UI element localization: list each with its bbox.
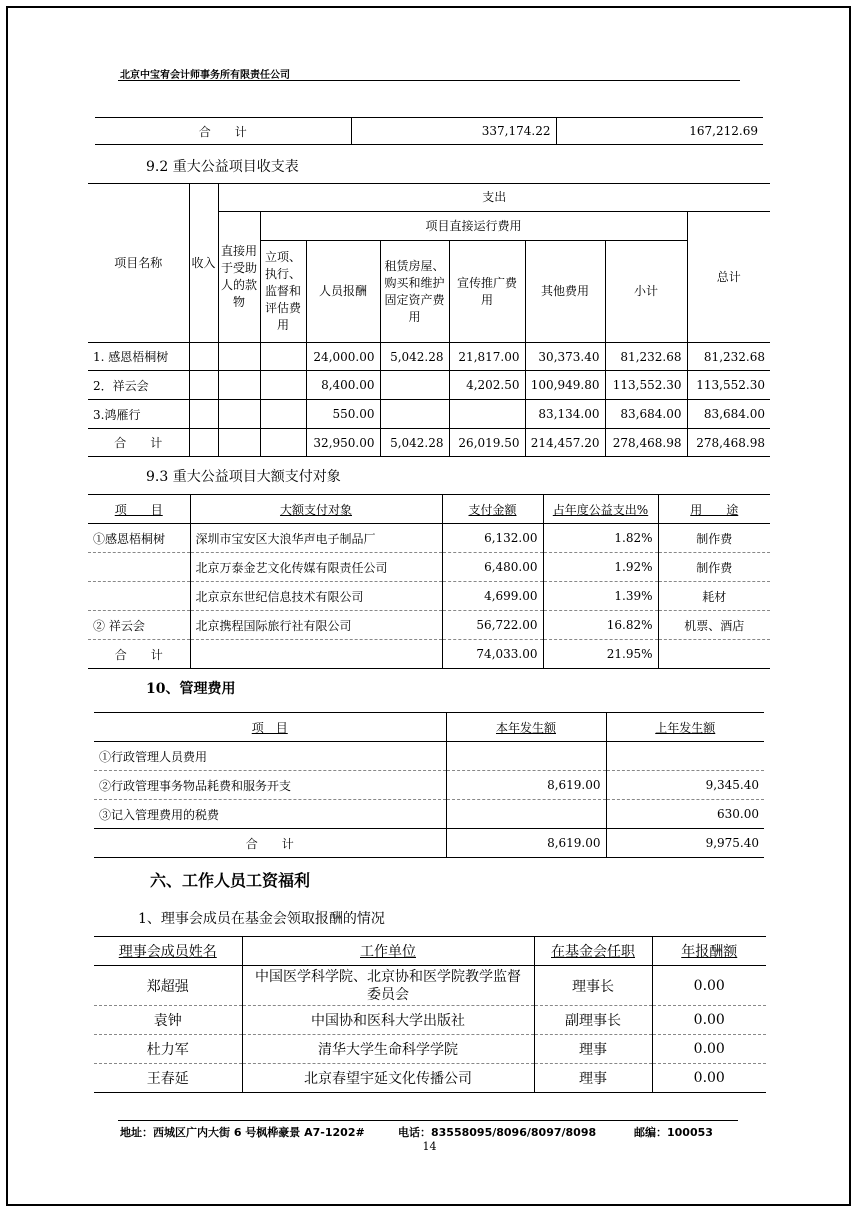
cell-pay: 0.00 — [652, 1035, 766, 1064]
cell-rent: 5,042.28 — [380, 343, 449, 371]
table-row — [95, 118, 763, 145]
cell-unit: 北京春望宇延文化传播公司 — [242, 1064, 534, 1093]
cell-pay: 0.00 — [652, 1064, 766, 1093]
cell-percent: 21.95% — [543, 640, 658, 669]
section-9-2-title: 9.2 重大公益项目收支表 — [146, 159, 299, 175]
section-10-title: 10、管理费用 — [146, 681, 236, 697]
table-row-total — [94, 829, 764, 858]
header-income: 收入 — [189, 184, 218, 343]
cell-use — [658, 640, 770, 669]
cell-pay: 0.00 — [652, 1006, 766, 1035]
table-header-row — [88, 495, 770, 524]
cell-percent: 1.92% — [543, 553, 658, 582]
table-header-row — [94, 937, 766, 966]
table-row — [88, 553, 770, 582]
cell-subtotal: 81,232.68 — [605, 343, 687, 371]
large-payment-table — [88, 494, 770, 669]
major-project-table — [88, 183, 770, 457]
cell-item: 合 计 — [114, 647, 163, 662]
header-staff: 人员报酬 — [306, 241, 380, 343]
total-label: 合 计 — [198, 124, 247, 139]
cell-unit: 中国医学科学院、北京协和医学院教学监督委员会 — [242, 966, 534, 1006]
table-row — [94, 966, 766, 1006]
prev-table-total — [95, 117, 763, 145]
header-item: 项 目 — [88, 495, 190, 524]
cell-item: ①感恩梧桐树 — [88, 524, 190, 553]
cell-role: 副理事长 — [534, 1006, 652, 1035]
cell-other: 214,457.20 — [525, 429, 605, 457]
cell-item: 合 计 — [94, 829, 446, 858]
row-name: 2．祥云会 — [88, 371, 189, 400]
cell-previous — [606, 742, 764, 771]
total-value-2: 167,212.69 — [556, 118, 763, 145]
board-compensation-table — [94, 936, 766, 1093]
cell-total: 81,232.68 — [687, 343, 770, 371]
header-rule — [118, 80, 740, 81]
cell-other: 83,134.00 — [525, 400, 605, 429]
header-approve: 立项、执行、监督和评估费用 — [260, 241, 306, 343]
cell-use: 耗材 — [658, 582, 770, 611]
table-row — [88, 524, 770, 553]
table-header-row — [88, 184, 770, 212]
cell-name: 王春延 — [146, 1071, 189, 1087]
cell-role: 理事 — [534, 1035, 652, 1064]
table-row — [94, 742, 764, 771]
cell-current — [446, 800, 606, 829]
cell-rent: 5,042.28 — [380, 429, 449, 457]
cell-payee: 北京万泰金艺文化传媒有限责任公司 — [190, 553, 442, 582]
cell-item: ③记入管理费用的税费 — [94, 800, 446, 829]
cell-promo: 26,019.50 — [449, 429, 525, 457]
header-project-name: 项目名称 — [88, 184, 189, 343]
cell-item — [88, 553, 190, 582]
table-header-row — [94, 713, 764, 742]
table-row — [94, 800, 764, 829]
header-expense: 支出 — [218, 184, 770, 212]
cell-payee: 北京京东世纪信息技术有限公司 — [190, 582, 442, 611]
header-amount: 支付金额 — [442, 495, 543, 524]
firm-header: 北京中宝宥会计师事务所有限责任公司 — [120, 70, 290, 81]
cell-previous: 630.00 — [606, 800, 764, 829]
cell-subtotal: 278,468.98 — [605, 429, 687, 457]
footer-rule — [118, 1120, 738, 1121]
row-name: 3.鸿雁行 — [88, 400, 189, 429]
table-row — [94, 1035, 766, 1064]
table-row — [88, 343, 770, 371]
cell-use: 制作费 — [658, 553, 770, 582]
cell-amount: 4,699.00 — [442, 582, 543, 611]
section-6-title: 六、工作人员工资福利 — [150, 871, 311, 890]
cell-total: 83,684.00 — [687, 400, 770, 429]
cell-current — [446, 742, 606, 771]
admin-expense-table — [94, 712, 764, 858]
cell-payee — [190, 640, 442, 669]
header-current: 本年发生额 — [446, 713, 606, 742]
cell-staff: 24,000.00 — [306, 343, 380, 371]
header-percent: 占年度公益支出% — [543, 495, 658, 524]
cell-amount: 74,033.00 — [442, 640, 543, 669]
cell-total: 113,552.30 — [687, 371, 770, 400]
cell-item — [88, 582, 190, 611]
cell-current: 8,619.00 — [446, 771, 606, 800]
cell-amount: 56,722.00 — [442, 611, 543, 640]
header-annual-pay: 年报酬额 — [652, 937, 766, 966]
row-name: 1. 感恩梧桐树 — [88, 343, 189, 371]
header-item: 项 目 — [94, 713, 446, 742]
cell-role: 理事 — [534, 1064, 652, 1093]
cell-staff: 8,400.00 — [306, 371, 380, 400]
header-other: 其他费用 — [525, 241, 605, 343]
cell-unit: 清华大学生命科学学院 — [242, 1035, 534, 1064]
cell-unit: 中国协和医科大学出版社 — [242, 1006, 534, 1035]
table-row — [88, 611, 770, 640]
header-use: 用 途 — [658, 495, 770, 524]
header-promo: 宣传推广费用 — [449, 241, 525, 343]
section-6-1-title: 1、理事会成员在基金会领取报酬的情况 — [138, 911, 385, 927]
header-run-cost: 项目直接运行费用 — [260, 212, 687, 241]
cell-item: ①行政管理人员费用 — [94, 742, 446, 771]
cell-name: 袁钟 — [94, 1006, 242, 1035]
table-row-total — [88, 429, 770, 457]
cell-item: ②行政管理事务物品耗费和服务开支 — [94, 771, 446, 800]
table-row — [94, 1064, 766, 1093]
cell-pay: 0.00 — [652, 966, 766, 1006]
cell-total: 278,468.98 — [687, 429, 770, 457]
row-name: 合 计 — [88, 429, 189, 457]
cell-percent: 16.82% — [543, 611, 658, 640]
cell-amount: 6,132.00 — [442, 524, 543, 553]
footer-phone: 电话：83558095/8096/8097/8098 — [398, 1126, 597, 1139]
header-rent: 租赁房屋、购买和维护固定资产费用 — [380, 241, 449, 343]
cell-name: 郑超强 — [94, 966, 242, 1006]
cell-role: 理事长 — [534, 966, 652, 1006]
cell-rent — [380, 400, 449, 429]
cell-previous: 9,345.40 — [606, 771, 764, 800]
header-subtotal: 小计 — [605, 241, 687, 343]
footer-zip: 邮编：100053 — [634, 1126, 713, 1139]
header-total: 总计 — [687, 212, 770, 343]
cell-other: 100,949.80 — [525, 371, 605, 400]
cell-subtotal: 83,684.00 — [605, 400, 687, 429]
header-role: 在基金会任职 — [534, 937, 652, 966]
section-9-3-title: 9.3 重大公益项目大额支付对象 — [146, 469, 341, 485]
header-member-name: 理事会成员姓名 — [94, 937, 242, 966]
header-direct: 直接用于受助人的款物 — [218, 212, 260, 343]
cell-name: 杜力军 — [94, 1035, 242, 1064]
cell-use: 制作费 — [658, 524, 770, 553]
table-row — [94, 771, 764, 800]
cell-use: 机票、酒店 — [658, 611, 770, 640]
table-row — [88, 400, 770, 429]
cell-subtotal: 113,552.30 — [605, 371, 687, 400]
table-row-total — [88, 640, 770, 669]
table-row — [88, 371, 770, 400]
cell-percent: 1.39% — [543, 582, 658, 611]
cell-promo: 4,202.50 — [449, 371, 525, 400]
table-row — [94, 1006, 766, 1035]
cell-staff: 550.00 — [306, 400, 380, 429]
cell-previous: 9,975.40 — [606, 829, 764, 858]
cell-amount: 6,480.00 — [442, 553, 543, 582]
cell-staff: 32,950.00 — [306, 429, 380, 457]
cell-payee: 北京携程国际旅行社有限公司 — [190, 611, 442, 640]
total-value-1: 337,174.22 — [351, 118, 556, 145]
cell-item: ② 祥云会 — [88, 611, 190, 640]
cell-payee: 深圳市宝安区大浪华声电子制品厂 — [190, 524, 442, 553]
table-row — [88, 582, 770, 611]
cell-other: 30,373.40 — [525, 343, 605, 371]
cell-percent: 1.82% — [543, 524, 658, 553]
header-previous: 上年发生额 — [606, 713, 764, 742]
cell-rent — [380, 371, 449, 400]
header-work-unit: 工作单位 — [242, 937, 534, 966]
page-number: 14 — [422, 1140, 437, 1153]
cell-current: 8,619.00 — [446, 829, 606, 858]
cell-promo — [449, 400, 525, 429]
header-payee: 大额支付对象 — [190, 495, 442, 524]
footer-address: 地址：西城区广内大街 6 号枫桦豪景 A7-1202# — [120, 1126, 365, 1139]
cell-promo: 21,817.00 — [449, 343, 525, 371]
